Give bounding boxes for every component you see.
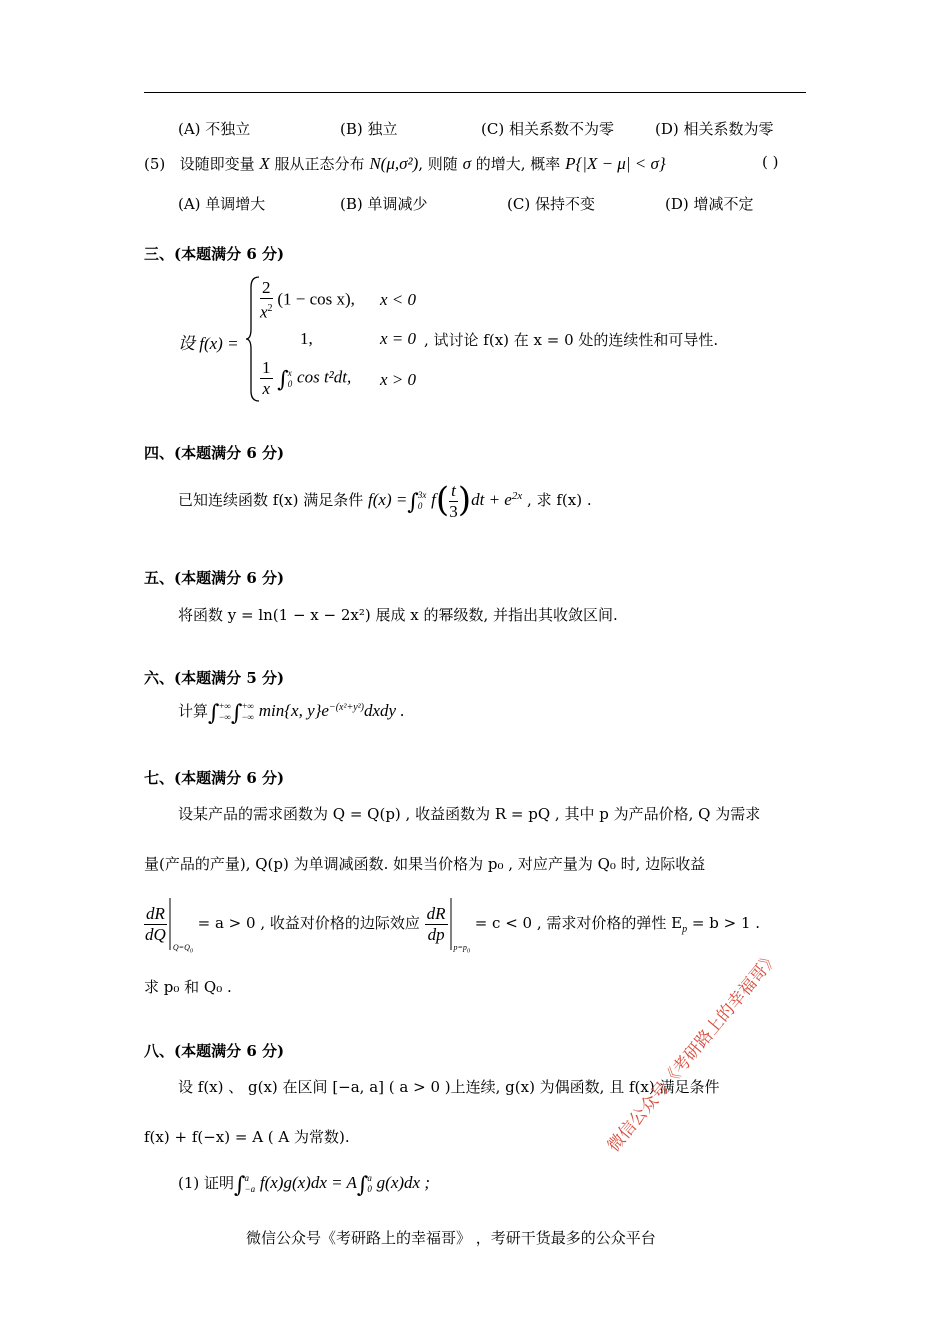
s8-line2: f(x) + f(−x) = A ( A 为常数). — [144, 1128, 350, 1146]
s8-item1 — [178, 1172, 430, 1198]
integral-icon: ∫ — [230, 701, 243, 726]
s3-case1-fraction: $\frac{2}{x^2}$ — [260, 278, 273, 322]
integral-icon: ∫ — [356, 1173, 369, 1198]
q5-option-b: (B) 单调减少 — [340, 195, 428, 213]
s4-eq-tail: dt + e — [471, 490, 512, 509]
q5-distribution: N(μ,σ²) — [369, 154, 419, 173]
s4-ask: , 求 f(x) . — [527, 491, 592, 509]
integral-limits: +∞ −∞ — [218, 701, 231, 722]
q5-text3: , 则随 — [418, 155, 458, 173]
s8-item1-expr1: f(x)g(x)dx = A — [259, 1173, 357, 1192]
s8-line1: 设 f(x) 、 g(x) 在区间 [−a, a] ( a > 0 )上连续, g(x) 为偶函数, 且 f(x) 满足条件 — [178, 1078, 720, 1096]
footer: 微信公众号《考研路上的幸福哥》 ，考研干货最多的公众平台 — [246, 1229, 656, 1247]
integral-limits: +∞ −∞ — [241, 701, 254, 722]
s5-text: 将函数 y = ln(1 − x − 2x²) 展成 x 的幂级数, 并指出其收敛区间. — [178, 606, 618, 624]
integral-icon: ∫ — [208, 701, 220, 726]
q4-option-c: (C) 相关系数不为零 — [481, 120, 614, 138]
s3-case3-cond: x > 0 — [380, 370, 417, 389]
q5-text2: 服从正态分布 — [274, 155, 365, 173]
right-paren-icon: ) — [457, 480, 472, 520]
q5-number: (5) — [144, 155, 166, 173]
section-5-heading: 五、(本题满分 6 分) — [144, 569, 285, 587]
integral-limits: a 0 — [367, 1173, 372, 1194]
eval-bar-icon — [167, 896, 173, 952]
dR-dQ-fraction: $\frac{dR}{dQ}$ — [145, 903, 166, 944]
s4-text: 已知连续函数 f(x) 满足条件 — [178, 491, 364, 509]
q5-sigma: σ — [462, 154, 471, 173]
s4-eq-left: f(x) = — [368, 490, 408, 509]
s6-tail: dxdy . — [364, 701, 405, 720]
s3-case2-expr: 1, — [300, 329, 313, 348]
s3-case1-cond: x < 0 — [380, 290, 417, 309]
integral-limits: 3x 0 — [417, 490, 427, 511]
s3-case3-expr: cos t²dt, — [297, 367, 352, 387]
s6-expr: min{x, y}e — [258, 701, 329, 720]
left-brace-icon — [245, 275, 261, 403]
s3-lead-text: 设 f(x) = — [178, 334, 239, 353]
q5-probability: P{|X − μ| < σ} — [565, 154, 666, 173]
s3-case1-expr: (1 − cos x), — [277, 289, 355, 309]
integral-icon: ∫ — [234, 1173, 246, 1198]
q5-text4: 的增大, 概率 — [475, 155, 561, 173]
s6-exponent: −(x²+y²) — [328, 702, 364, 713]
s6-body — [178, 700, 405, 726]
s8-item1-expr2: g(x)dx ; — [376, 1173, 430, 1192]
q5-answer-blank: ( ) — [762, 153, 779, 171]
s7-eq3-tail: = b > 1 . — [691, 914, 761, 932]
section-3-heading: 三、(本题满分 6 分) — [144, 245, 285, 263]
s3-case2-cond: x = 0 — [380, 329, 417, 348]
q4-option-a: (A) 不独立 — [178, 120, 251, 138]
s4-body: 已知连续函数 f(x) 满足条件 f(x) =∫3x 0 f( $\frac{t}{3}$ )$dt + e^{2x}$ , 求 f(x) . — [178, 480, 592, 521]
integral-icon: ∫ — [277, 367, 289, 393]
s4-exponent: 2x — [511, 490, 523, 502]
s7-line4: 求 p₀ 和 Q₀ . — [144, 978, 232, 996]
integral-limits: x 0 — [287, 367, 293, 389]
eval-bar-icon — [448, 896, 454, 952]
s3-lead — [178, 329, 239, 354]
left-paren-icon: ( — [435, 480, 450, 520]
watermark: 微信公众号《考研路上的幸福哥》 — [603, 947, 784, 1157]
q5-option-c: (C) 保持不变 — [507, 195, 595, 213]
s4-fraction: $\frac{t}{3}$ — [449, 480, 458, 521]
integral-limits: a −a — [244, 1173, 256, 1194]
s7-line2: 量(产品的产量), Q(p) 为单调减函数. 如果当价格为 p₀ , 对应产量为 Q₀ 时, 边际收益 — [144, 855, 706, 873]
q5-text1: 设随即变量 — [179, 155, 255, 173]
s7-line3: $\frac{dR}{dQ}$ $_{Q=Q_0}$ = a > 0 , 收益对价格的边际效应 $\frac{dR}{dp}$ $_{p=p_0}$ = c < 0 , 需求对价格的弹性 $E_p = b > 1$ . — [144, 896, 760, 955]
q5-question — [144, 153, 666, 174]
q5-option-a: (A) 单调增大 — [178, 195, 266, 213]
section-7-heading: 七、(本题满分 6 分) — [144, 769, 285, 787]
s7-line1: 设某产品的需求函数为 Q = Q(p) , 收益函数为 R = pQ , 其中 p 为产品价格, Q 为需求 — [178, 805, 761, 823]
section-8-heading: 八、(本题满分 6 分) — [144, 1042, 285, 1060]
s7-eq1-tail: = a > 0 , 收益对价格的边际效应 — [197, 914, 420, 932]
q4-option-d: (D) 相关系数为零 — [655, 120, 774, 138]
q5-var-x: X — [259, 154, 270, 173]
q5-option-d: (D) 增减不定 — [665, 195, 754, 213]
integral-icon: ∫ — [407, 490, 419, 515]
s6-lead: 计算 — [178, 702, 209, 720]
q4-option-b: (B) 独立 — [340, 120, 398, 138]
s3-case3-fraction: $\frac{1}{x}$ — [262, 358, 271, 398]
s3-tail: , 试讨论 f(x) 在 x = 0 处的连续性和可导性. — [424, 331, 719, 349]
top-rule — [144, 92, 806, 93]
s7-eq2-tail: = c < 0 , 需求对价格的弹性 E — [474, 914, 683, 932]
dR-dp-fraction: $\frac{dR}{dp}$ — [426, 903, 446, 944]
section-6-heading: 六、(本题满分 5 分) — [144, 669, 285, 687]
s3-case-3 — [260, 358, 351, 399]
section-4-heading: 四、(本题满分 6 分) — [144, 444, 285, 462]
s3-case-1 — [260, 278, 355, 323]
s8-item1-label: (1) 证明 — [178, 1174, 235, 1192]
